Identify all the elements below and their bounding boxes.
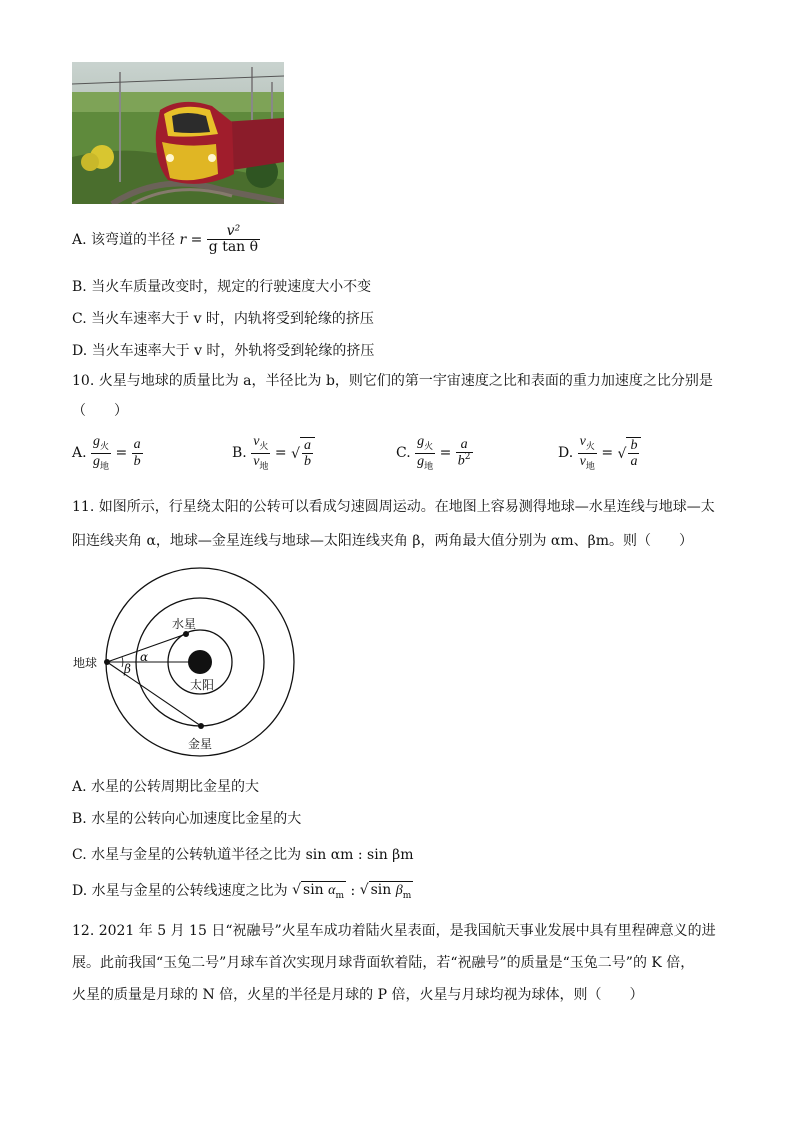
q11-option-b: B. 水星的公转向心加速度比金星的大 [72, 811, 302, 827]
q11-option-c: C. 水星与金星的公转轨道半径之比为 sin αm : sin βm [72, 847, 414, 863]
q11-option-d-prefix: D. 水星与金星的公转线速度之比为 [72, 883, 288, 899]
q10-option-d: D. $\frac{v_火}{v_地}$ = √ $\frac{b}{a}$ [558, 434, 641, 472]
label-earth: 地球 [73, 656, 98, 670]
train-photo [72, 62, 284, 204]
earth-dot [104, 659, 110, 665]
q9-option-d: D. 当火车速率大于 v 时，外轨将受到轮缘的挤压 [72, 343, 375, 359]
q12-line3: 火星的质量是月球的 N 倍，火星的半径是月球的 P 倍，火星与月球均视为球体，则（ ） [72, 987, 644, 1003]
orbit-diagram [60, 562, 310, 762]
q10-stem: 10. 火星与地球的质量比为 a，半径比为 b，则它们的第一宇宙速度之比和表面的重力加速度之比分别是 [72, 373, 713, 389]
q9-option-a-numerator: v² [207, 224, 260, 240]
q10-paren: （ ） [72, 403, 128, 419]
q9-option-a-fraction [207, 224, 260, 256]
q12-line1: 12. 2021 年 5 月 15 日“祝融号”火星车成功着陆火星表面，是我国航天事业发展中具有里程碑意义的进 [72, 923, 716, 939]
label-sun: 太阳 [190, 678, 215, 692]
q9-option-a [72, 224, 260, 256]
q12-line2: 展。此前我国“玉兔二号”月球车首次实现月球背面软着陆，若“祝融号”的质量是“玉兔二号”的 K 倍， [72, 955, 695, 971]
q10-option-d-label: D. [558, 445, 574, 462]
q9-option-a-lhs: r = [179, 231, 203, 248]
q10-option-c-label: C. [396, 445, 411, 462]
q9-option-b: B. 当火车质量改变时，规定的行驶速度大小不变 [72, 279, 372, 295]
q11-stem-line1: 11. 如图所示，行星绕太阳的公转可以看成匀速圆周运动。在地图上容易测得地球—水星连线与地球—太 [72, 499, 715, 515]
label-beta: β [124, 662, 131, 676]
q9-option-a-label: A. 该弯道的半径 [72, 231, 176, 248]
q11-option-d: D. 水星与金星的公转线速度之比为 √ $\sin \alpha_m$ : √ $\sin \beta_m$ [72, 882, 412, 901]
q11-option-a: A. 水星的公转周期比金星的大 [72, 779, 260, 795]
q10-option-a: A. $\frac{g_火}{g_地}$ = $\frac{a}{b}$ [72, 434, 141, 472]
q11-stem-line2: 阳连线夹角 α，地球—金星连线与地球—太阳连线夹角 β，两角最大值分别为 αm、βm。则（ ） [72, 533, 693, 549]
label-venus: 金星 [188, 737, 213, 751]
venus-dot [198, 723, 204, 729]
q9-option-a-denominator: g tan θ [208, 239, 259, 256]
label-mercury: 水星 [172, 617, 197, 631]
earth-venus-line [107, 662, 201, 726]
q10-option-b-label: B. [232, 445, 247, 462]
label-alpha: α [140, 650, 149, 664]
q10-option-a-label: A. [72, 445, 87, 462]
q9-option-c: C. 当火车速率大于 v 时，内轨将受到轮缘的挤压 [72, 311, 374, 327]
q10-option-b: B. $\frac{v_火}{v_地}$ = √ $\frac{a}{b}$ [232, 434, 315, 472]
q10-option-c: C. $\frac{g_火}{g_地}$ = $\frac{a}{b^2}$ [396, 434, 471, 472]
